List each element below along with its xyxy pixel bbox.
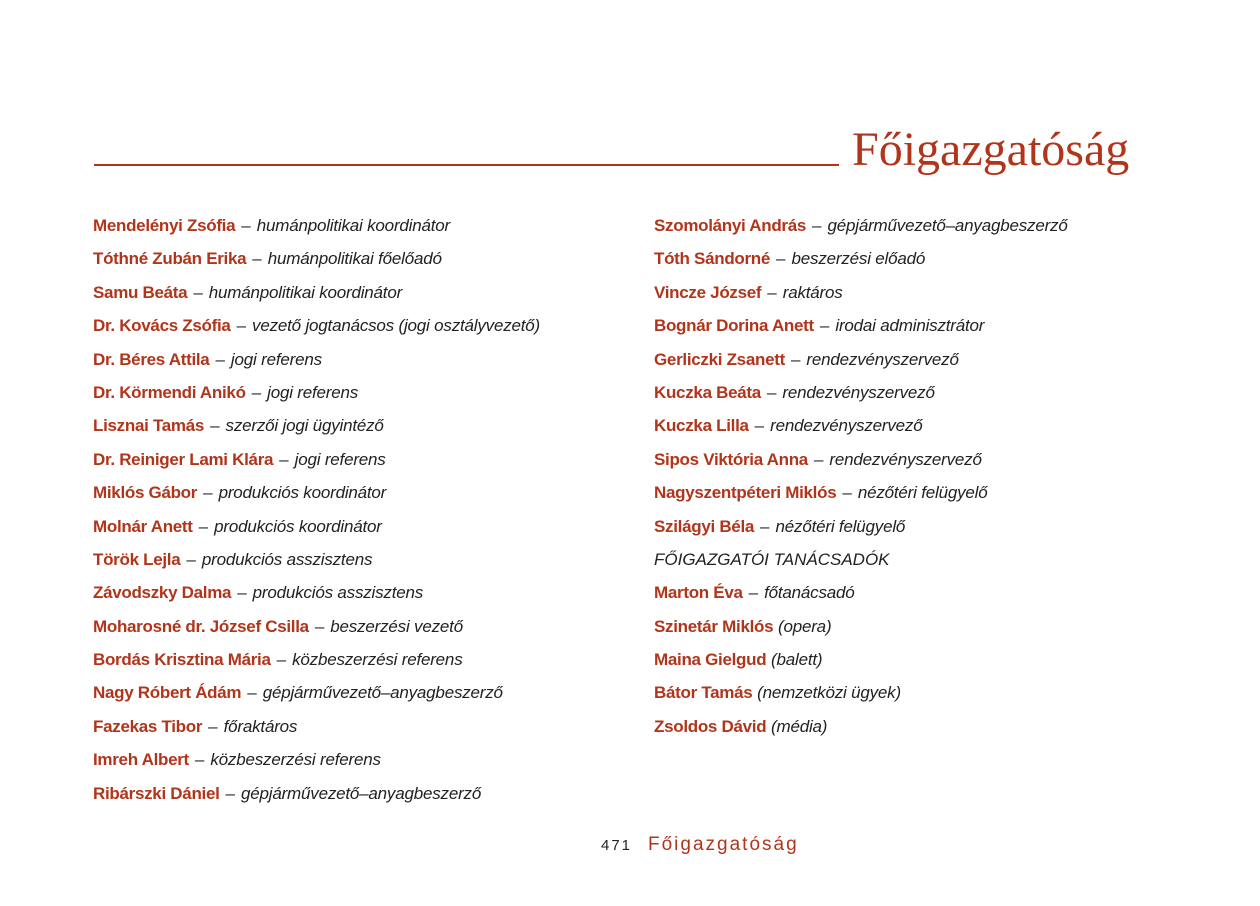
staff-name: Szilágyi Béla — [654, 516, 755, 536]
staff-entry — [93, 279, 633, 312]
staff-role: jogi referens — [294, 449, 386, 469]
staff-entry — [93, 212, 633, 245]
staff-role: humánpolitikai koordinátor — [256, 216, 450, 235]
separator-dash: – — [225, 783, 235, 803]
separator-dash: – — [767, 282, 777, 302]
staff-role: közbeszerzési referens — [210, 750, 381, 770]
staff-role: jogi referens — [230, 349, 322, 369]
section-heading — [654, 546, 1214, 579]
staff-name: Zsoldos Dávid — [654, 716, 767, 736]
staff-name: Kuczka Beáta — [654, 382, 761, 402]
staff-entry — [93, 780, 633, 813]
staff-name: Vincze József — [654, 282, 762, 302]
staff-role: rendezvényszervező — [782, 382, 935, 402]
staff-role: produkciós asszisztens — [252, 583, 424, 603]
separator-dash: – — [215, 349, 225, 369]
separator-dash: – — [203, 483, 213, 503]
staff-name: Bátor Tamás — [654, 683, 753, 703]
staff-list-right — [654, 212, 1214, 746]
staff-role: produkciós asszisztens — [201, 549, 373, 569]
separator-dash: – — [276, 650, 287, 670]
staff-role: szerzői jogi ügyintéző — [225, 416, 384, 436]
staff-name: Bordás Krisztina Mária — [93, 650, 271, 670]
staff-name: Török Lejla — [93, 549, 181, 569]
staff-name: Tóthné Zubán Erika — [93, 249, 247, 269]
staff-role: humánpolitikai koordinátor — [208, 282, 403, 302]
staff-name: Nagyszentpéteri Miklós — [654, 483, 837, 503]
staff-name: Dr. Körmendi Anikó — [93, 382, 246, 402]
staff-role: közbeszerzési referens — [292, 650, 463, 670]
staff-name: Maina Gielgud — [654, 650, 767, 670]
staff-role: jogi referens — [267, 382, 359, 402]
staff-role: nézőtéri felügyelő — [775, 516, 906, 536]
separator-dash: – — [193, 282, 203, 302]
staff-name: Samu Beáta — [93, 282, 188, 302]
title-rule — [94, 164, 839, 166]
staff-name: Lisznai Tamás — [93, 416, 205, 436]
separator-dash: – — [252, 249, 262, 269]
staff-name: Dr. Reiniger Lami Klára — [93, 449, 274, 469]
staff-entry — [93, 412, 633, 445]
separator-dash: – — [247, 683, 257, 703]
staff-name: Bognár Dorina Anett — [654, 316, 814, 336]
staff-name: Miklós Gábor — [93, 483, 198, 503]
staff-entry — [654, 579, 1214, 612]
staff-role: nézőtéri felügyelő — [857, 483, 988, 503]
staff-entry — [654, 212, 1214, 245]
staff-name: Sipos Viktória Anna — [654, 449, 808, 469]
staff-entry — [93, 679, 633, 712]
separator-dash: – — [210, 416, 220, 436]
staff-name: Gerliczki Zsanett — [654, 349, 785, 369]
staff-role: gépjárművezető–anyagbeszerző — [827, 216, 1068, 235]
staff-entry — [93, 613, 633, 646]
staff-entry — [654, 412, 1214, 445]
staff-role: rendezvényszervező — [770, 416, 923, 436]
staff-entry — [93, 646, 633, 679]
staff-role: rendezvényszervező — [829, 449, 982, 469]
staff-name: Dr. Kovács Zsófia — [93, 316, 231, 336]
staff-entry — [654, 379, 1214, 412]
staff-entry — [93, 746, 633, 779]
staff-role: (média) — [771, 716, 828, 736]
staff-entry — [93, 546, 633, 579]
staff-name: Moharosné dr. József Csilla — [93, 616, 309, 636]
separator-dash: – — [766, 382, 777, 402]
separator-dash: – — [813, 449, 824, 469]
staff-entry — [654, 479, 1214, 512]
page-footer — [0, 834, 1260, 860]
staff-name: Imreh Albert — [93, 750, 189, 770]
staff-role: rendezvényszervező — [806, 349, 959, 369]
staff-entry — [93, 713, 633, 746]
staff-entry — [654, 646, 1214, 679]
staff-entry — [93, 579, 633, 612]
staff-entry — [654, 346, 1214, 379]
staff-entry — [654, 446, 1214, 479]
staff-role: beszerzési vezető — [330, 616, 463, 636]
staff-entry — [654, 245, 1214, 278]
staff-role: főtanácsadó — [764, 583, 855, 603]
staff-entry — [93, 245, 633, 278]
separator-dash: – — [194, 750, 205, 770]
staff-name: Mendelényi Zsófia — [93, 216, 236, 235]
staff-role: (balett) — [771, 650, 823, 670]
staff-entry — [654, 312, 1214, 345]
separator-dash: – — [842, 483, 852, 503]
staff-role: humánpolitikai főelőadó — [267, 249, 442, 269]
staff-entry — [93, 446, 633, 479]
staff-role: produkciós koordinátor — [214, 516, 382, 536]
staff-entry — [654, 279, 1214, 312]
separator-dash: – — [776, 249, 786, 269]
staff-name: Tóth Sándorné — [654, 249, 771, 269]
staff-name: Marton Éva — [654, 583, 743, 603]
separator-dash: – — [198, 516, 209, 536]
staff-entry — [93, 379, 633, 412]
page-title: Főigazgatóság — [852, 123, 1130, 176]
staff-entry — [93, 346, 633, 379]
staff-entry — [654, 613, 1214, 646]
separator-dash: – — [241, 216, 251, 235]
separator-dash: – — [279, 449, 289, 469]
staff-role: (nemzetközi ügyek) — [757, 683, 901, 703]
staff-name: Kuczka Lilla — [654, 416, 749, 436]
separator-dash: – — [812, 216, 822, 235]
staff-name: Szinetár Miklós — [654, 616, 774, 636]
staff-name: Dr. Béres Attila — [93, 349, 210, 369]
staff-name: Molnár Anett — [93, 516, 193, 536]
staff-name: Nagy Róbert Ádám — [93, 683, 242, 703]
staff-role: produkciós koordinátor — [218, 483, 387, 503]
staff-entry — [93, 513, 633, 546]
separator-dash: – — [314, 616, 325, 636]
separator-dash: – — [760, 516, 770, 536]
separator-dash: – — [748, 583, 759, 603]
separator-dash: – — [186, 549, 196, 569]
separator-dash: – — [208, 716, 218, 736]
staff-role: (opera) — [778, 616, 832, 636]
staff-role: irodai adminisztrátor — [835, 316, 985, 336]
staff-role: gépjárművezető–anyagbeszerző — [241, 783, 482, 803]
separator-dash: – — [236, 316, 247, 336]
staff-entry — [654, 679, 1214, 712]
separator-dash: – — [251, 382, 262, 402]
staff-role: vezető jogtanácsos (jogi osztályvezető) — [252, 316, 541, 336]
section-heading-label: FŐIGAZGATÓI TANÁCSADÓK — [654, 549, 890, 569]
separator-dash: – — [790, 349, 801, 369]
staff-list-left — [93, 212, 633, 813]
separator-dash: – — [237, 583, 247, 603]
staff-name: Závodszky Dalma — [93, 583, 232, 603]
page-number: 471 — [601, 837, 633, 854]
staff-name: Szomolányi András — [654, 216, 807, 235]
staff-name: Fazekas Tibor — [93, 716, 203, 736]
separator-dash: – — [754, 416, 765, 436]
running-title: Főigazgatóság — [648, 834, 799, 855]
staff-name: Ribárszki Dániel — [93, 783, 220, 803]
staff-role: főraktáros — [223, 716, 298, 736]
staff-role: gépjárművezető–anyagbeszerző — [262, 683, 503, 703]
separator-dash: – — [819, 316, 830, 336]
staff-entry — [93, 479, 633, 512]
staff-role: beszerzési előadó — [791, 249, 926, 269]
staff-entry — [93, 312, 633, 345]
staff-entry — [654, 513, 1214, 546]
staff-role: raktáros — [782, 282, 843, 302]
staff-entry — [654, 713, 1214, 746]
